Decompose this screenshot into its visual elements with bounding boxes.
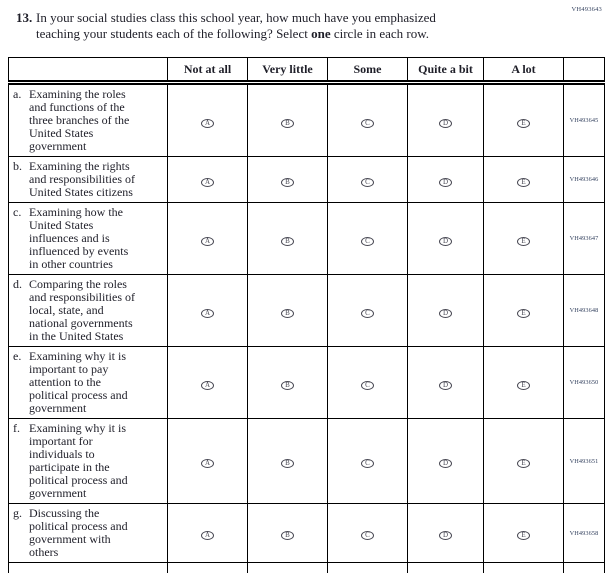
answer-bubble-d[interactable]: D — [439, 237, 452, 246]
question-text-line2: teaching your students each of the following? Select one circle in each row. — [36, 25, 430, 41]
row-label-line: influences and is — [29, 231, 110, 245]
item-column-header — [9, 58, 168, 83]
row-label-line: individuals to — [29, 447, 95, 461]
answer-cell-b — [248, 504, 328, 563]
table-row-d — [9, 275, 605, 347]
cutoff-cell — [168, 563, 248, 573]
answer-cell-c — [328, 275, 408, 347]
row-item-cell — [9, 203, 168, 275]
column-header-very-little: Very little — [248, 58, 328, 83]
question-number: 13. — [16, 10, 33, 25]
row-label — [29, 350, 162, 415]
answer-cell-a — [168, 347, 248, 419]
row-item-cell — [9, 504, 168, 563]
answer-bubble-e[interactable]: E — [517, 237, 530, 246]
row-label-line: government — [29, 486, 87, 500]
answer-cell-c — [328, 157, 408, 203]
cutoff-cell — [248, 563, 328, 573]
answer-cell-a — [168, 157, 248, 203]
answer-bubble-e[interactable]: E — [517, 309, 530, 318]
answer-cell-b — [248, 347, 328, 419]
row-label-line: Examining how the — [29, 205, 123, 219]
answer-cell-b — [248, 203, 328, 275]
column-header-some: Some — [328, 58, 408, 83]
row-label-line: United States citizens — [29, 185, 133, 199]
answer-bubble-d[interactable]: D — [439, 459, 452, 468]
answer-cell-a — [168, 203, 248, 275]
answer-cell-a — [168, 419, 248, 504]
row-label-line: Examining why it is — [29, 421, 126, 435]
row-code: VH493650 — [564, 347, 605, 419]
row-label-line: Comparing the roles — [29, 277, 127, 291]
row-code: VH493658 — [564, 504, 605, 563]
answer-cell-c — [328, 347, 408, 419]
answer-bubble-b[interactable]: B — [281, 531, 294, 540]
row-label — [29, 88, 162, 153]
column-header-a-lot: A lot — [484, 58, 564, 83]
table-row-g — [9, 504, 605, 563]
answer-bubble-d[interactable]: D — [439, 119, 452, 128]
row-prefix: e. — [13, 349, 22, 363]
answer-bubble-c[interactable]: C — [361, 178, 374, 187]
answer-bubble-d[interactable]: D — [439, 309, 452, 318]
column-header-not-at-all: Not at all — [168, 58, 248, 83]
row-label-line: United States — [29, 126, 94, 140]
answer-cell-e — [484, 157, 564, 203]
row-label — [29, 206, 162, 271]
row-label-line: Discussing the — [29, 506, 100, 520]
answer-cell-e — [484, 275, 564, 347]
answer-bubble-c[interactable]: C — [361, 309, 374, 318]
answer-cell-d — [408, 275, 484, 347]
row-item-cell — [9, 275, 168, 347]
answer-cell-b — [248, 157, 328, 203]
row-prefix: c. — [13, 205, 22, 219]
answer-bubble-a[interactable]: A — [201, 531, 214, 540]
row-label-line: participate in the — [29, 460, 110, 474]
row-label-line: important for — [29, 434, 93, 448]
row-code: VH493647 — [564, 203, 605, 275]
row-label-line: Examining the roles — [29, 87, 126, 101]
answer-cell-d — [408, 504, 484, 563]
row-item-cell — [9, 83, 168, 157]
cutoff-cell — [9, 563, 168, 573]
row-prefix: g. — [13, 506, 22, 520]
row-label-line: important to pay — [29, 362, 109, 376]
column-header-quite-a-bit: Quite a bit — [408, 58, 484, 83]
row-label-line: political process and — [29, 473, 128, 487]
table-row-b — [9, 157, 605, 203]
answer-bubble-c[interactable]: C — [361, 459, 374, 468]
row-label-line: in the United States — [29, 329, 124, 343]
answer-bubble-c[interactable]: C — [361, 119, 374, 128]
answer-cell-c — [328, 203, 408, 275]
answer-cell-a — [168, 275, 248, 347]
answer-cell-c — [328, 83, 408, 157]
answer-cell-d — [408, 347, 484, 419]
row-label-line: and responsibilities of — [29, 290, 135, 304]
row-code: VH493648 — [564, 275, 605, 347]
row-label-line: others — [29, 545, 59, 559]
answer-cell-c — [328, 504, 408, 563]
row-label-line: attention to the — [29, 375, 101, 389]
answer-bubble-c[interactable]: C — [361, 237, 374, 246]
cutoff-row — [9, 563, 605, 573]
row-label-line: political process and — [29, 519, 128, 533]
row-label-line: national governments — [29, 316, 133, 330]
answer-bubble-b[interactable]: B — [281, 459, 294, 468]
row-label-line: government — [29, 139, 87, 153]
row-label-line: Examining why it is — [29, 349, 126, 363]
cutoff-cell — [408, 563, 484, 573]
code-column-header — [564, 58, 605, 83]
question-block — [16, 10, 536, 41]
answer-cell-d — [408, 419, 484, 504]
table-row-c — [9, 203, 605, 275]
answer-cell-a — [168, 504, 248, 563]
answer-cell-e — [484, 347, 564, 419]
row-prefix: b. — [13, 159, 22, 173]
table-row-f — [9, 419, 605, 504]
row-prefix: d. — [13, 277, 22, 291]
row-label-line: political process and — [29, 388, 128, 402]
answer-cell-b — [248, 275, 328, 347]
row-label-line: in other countries — [29, 257, 113, 271]
cutoff-cell — [564, 563, 605, 573]
row-label-line: and functions of the — [29, 100, 125, 114]
answer-bubble-e[interactable]: E — [517, 119, 530, 128]
header-row — [9, 58, 605, 83]
answer-cell-e — [484, 504, 564, 563]
answer-bubble-e[interactable]: E — [517, 178, 530, 187]
row-label-line: local, state, and — [29, 303, 104, 317]
cutoff-cell — [484, 563, 564, 573]
answer-cell-e — [484, 419, 564, 504]
answer-cell-d — [408, 203, 484, 275]
table-row-a — [9, 83, 605, 157]
row-label-line: and responsibilities of — [29, 172, 135, 186]
answer-bubble-e[interactable]: E — [517, 381, 530, 390]
answer-bubble-c[interactable]: C — [361, 531, 374, 540]
answer-cell-c — [328, 419, 408, 504]
row-prefix: a. — [13, 87, 22, 101]
answer-bubble-e[interactable]: E — [517, 459, 530, 468]
answer-bubble-a[interactable]: A — [201, 309, 214, 318]
answer-bubble-a[interactable]: A — [201, 459, 214, 468]
answer-cell-a — [168, 83, 248, 157]
cutoff-cell — [328, 563, 408, 573]
row-code: VH493651 — [564, 419, 605, 504]
answer-bubble-d[interactable]: D — [439, 178, 452, 187]
answer-cell-d — [408, 83, 484, 157]
answer-cell-e — [484, 83, 564, 157]
answer-bubble-b[interactable]: B — [281, 178, 294, 187]
answer-bubble-a[interactable]: A — [201, 119, 214, 128]
row-prefix: f. — [13, 421, 20, 435]
answer-bubble-b[interactable]: B — [281, 381, 294, 390]
answer-cell-e — [484, 203, 564, 275]
row-label-line: government with — [29, 532, 111, 546]
form-code: VH493643 — [571, 6, 602, 13]
row-item-cell — [9, 157, 168, 203]
question-text-line1: In your social studies class this school year, how much have you emphasized — [36, 10, 436, 25]
row-label — [29, 507, 162, 559]
answer-bubble-e[interactable]: E — [517, 531, 530, 540]
question-bold-word: one — [311, 25, 331, 41]
row-item-cell — [9, 347, 168, 419]
answer-bubble-b[interactable]: B — [281, 119, 294, 128]
row-code: VH493645 — [564, 83, 605, 157]
row-label-line: influenced by events — [29, 244, 129, 258]
answer-bubble-d[interactable]: D — [439, 381, 452, 390]
row-label-line: Examining the rights — [29, 159, 130, 173]
row-label — [29, 278, 162, 343]
answer-bubble-d[interactable]: D — [439, 531, 452, 540]
answer-bubble-c[interactable]: C — [361, 381, 374, 390]
table-row-e — [9, 347, 605, 419]
row-label-line: United States — [29, 218, 94, 232]
answer-cell-b — [248, 83, 328, 157]
row-label-line: three branches of the — [29, 113, 130, 127]
row-label-line: government — [29, 401, 87, 415]
row-label — [29, 160, 162, 199]
answer-bubble-b[interactable]: B — [281, 309, 294, 318]
answer-cell-b — [248, 419, 328, 504]
answer-bubble-b[interactable]: B — [281, 237, 294, 246]
answer-bubble-a[interactable]: A — [201, 237, 214, 246]
row-code: VH493646 — [564, 157, 605, 203]
row-label — [29, 422, 162, 500]
answer-bubble-a[interactable]: A — [201, 178, 214, 187]
row-item-cell — [9, 419, 168, 504]
answer-bubble-a[interactable]: A — [201, 381, 214, 390]
survey-table — [8, 57, 605, 573]
answer-cell-d — [408, 157, 484, 203]
